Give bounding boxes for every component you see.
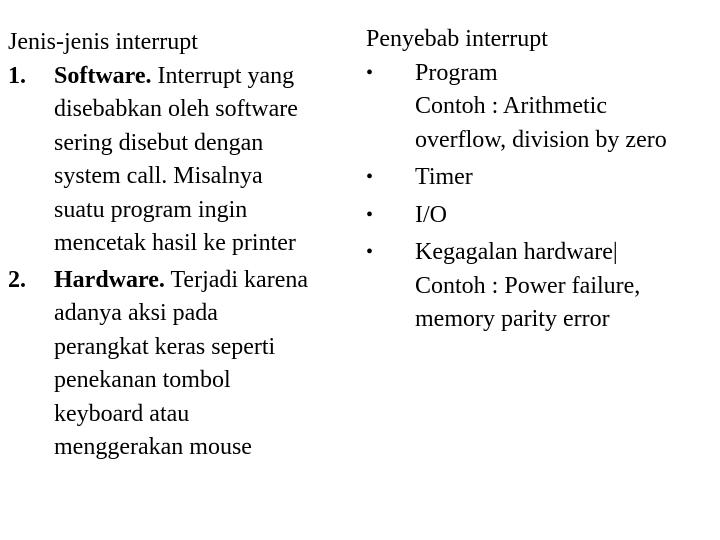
text-line: disebabkan oleh software (54, 96, 298, 122)
cause-label: Kegagalan hardware| (415, 239, 618, 265)
text-line: sering disebut dengan (54, 129, 264, 156)
text-line: penekanan tombol (54, 367, 231, 393)
bullet-icon: • (366, 203, 374, 226)
cause-item-hardware-failure (366, 236, 720, 337)
bullet-icon: • (366, 241, 374, 263)
text-line: perangkat keras seperti (54, 333, 276, 360)
text-line: menggerakan mouse (54, 434, 252, 460)
list-item-hardware (8, 264, 358, 465)
cause-detail: Contoh : Arithmetic (415, 93, 607, 119)
bullet-icon: • (366, 166, 374, 188)
interrupt-types-list (8, 60, 358, 465)
item-number: 1. (8, 62, 26, 89)
cause-item-timer (366, 161, 720, 195)
cause-label: I/O (415, 201, 447, 228)
interrupt-causes-column (366, 26, 720, 337)
cause-detail: overflow, division by zero (415, 126, 667, 153)
cause-detail: memory parity error (415, 306, 610, 332)
term-hardware: Hardware. (54, 266, 165, 293)
term-software: Software. (54, 62, 152, 89)
item-number: 2. (8, 266, 26, 293)
text-line: Terjadi karena (164, 266, 309, 293)
text-line: Interrupt yang (151, 62, 295, 89)
text-line: keyboard atau (54, 400, 190, 427)
interrupt-causes-heading: Penyebab interrupt (366, 26, 548, 52)
text-line: suatu program ingin (54, 196, 248, 223)
cause-detail: Contoh : Power failure, (415, 272, 641, 299)
interrupt-types-column (8, 26, 358, 465)
interrupt-causes-list (366, 57, 720, 337)
text-line: system call. Misalnya (54, 163, 263, 189)
cause-item-io (366, 199, 720, 233)
list-item-software (8, 60, 358, 261)
bullet-icon: • (366, 61, 374, 84)
cause-label: Timer (415, 164, 473, 190)
cause-label: Program (415, 59, 498, 86)
text-line: mencetak hasil ke printer (54, 230, 296, 256)
cause-item-program (366, 57, 720, 158)
text-line: adanya aksi pada (54, 300, 218, 326)
interrupt-types-heading: Jenis-jenis interrupt (8, 29, 198, 55)
